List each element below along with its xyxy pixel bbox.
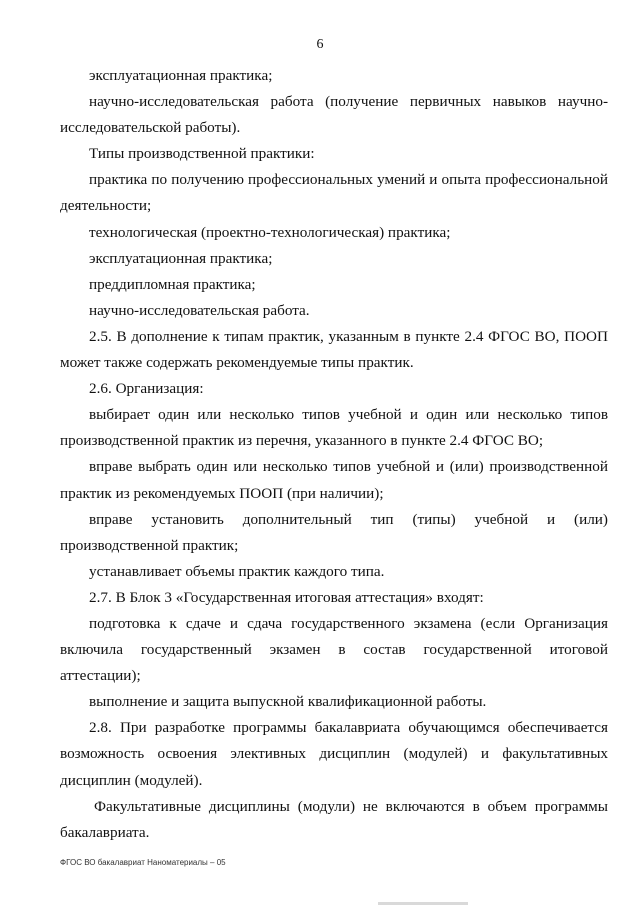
- paragraph: эксплуатационная практика;: [89, 249, 273, 267]
- paragraph: подготовка к сдаче и сдача государственного экзамена (если Организация включила государственный экзамен в состав государственной итоговой аттестации);: [60, 614, 608, 685]
- page-footer: ФГОС ВО бакалавриат Наноматериалы – 05: [60, 858, 226, 867]
- paragraph: эксплуатационная практика;: [89, 67, 273, 84]
- paragraph: вправе выбрать один или несколько типов учебной и (или) производственной практик из рекомендуемых ПООП (при наличии);: [60, 458, 608, 502]
- paragraph: научно-исследовательская работа (получение первичных навыков научно-исследовательской работы).: [60, 93, 608, 137]
- paragraph: вправе установить дополнительный тип (типы) учебной и (или) производственной практик;: [60, 510, 608, 554]
- paragraph: 2.8. При разработке программы бакалавриата обучающимся обеспечивается возможность освоения элективных дисциплин (модулей) и факультативных дисциплин (модулей).: [60, 719, 608, 789]
- paragraph: Факультативные дисциплины (модули) не включаются в объем программы бакалавриата.: [60, 797, 608, 841]
- paragraph: преддипломная практика;: [89, 275, 256, 293]
- paragraph: научно-исследовательская работа.: [89, 301, 310, 319]
- paragraph: выполнение и защита выпускной квалификационной работы.: [89, 693, 487, 711]
- paragraph: практика по получению профессиональных умений и опыта профессиональной деятельности;: [60, 171, 608, 215]
- paragraph: Типы производственной практики:: [89, 145, 315, 163]
- paragraph: 2.5. В дополнение к типам практик, указанным в пункте 2.4 ФГОС ВО, ПООП может также содержать рекомендуемые типы практик.: [60, 327, 608, 372]
- paragraph: выбирает один или несколько типов учебной и один или несколько типов производственной практик из перечня, указанного в пункте 2.4 ФГОС ВО;: [60, 406, 608, 450]
- paragraph: 2.7. В Блок 3 «Государственная итоговая аттестация» входят:: [89, 588, 484, 606]
- page-number: 6: [316, 37, 324, 52]
- paragraph: 2.6. Организация:: [89, 380, 204, 398]
- paragraph: устанавливает объемы практик каждого типа.: [89, 562, 385, 580]
- document-body: [60, 63, 608, 846]
- paragraph: технологическая (проектно-технологическая) практика;: [89, 223, 451, 241]
